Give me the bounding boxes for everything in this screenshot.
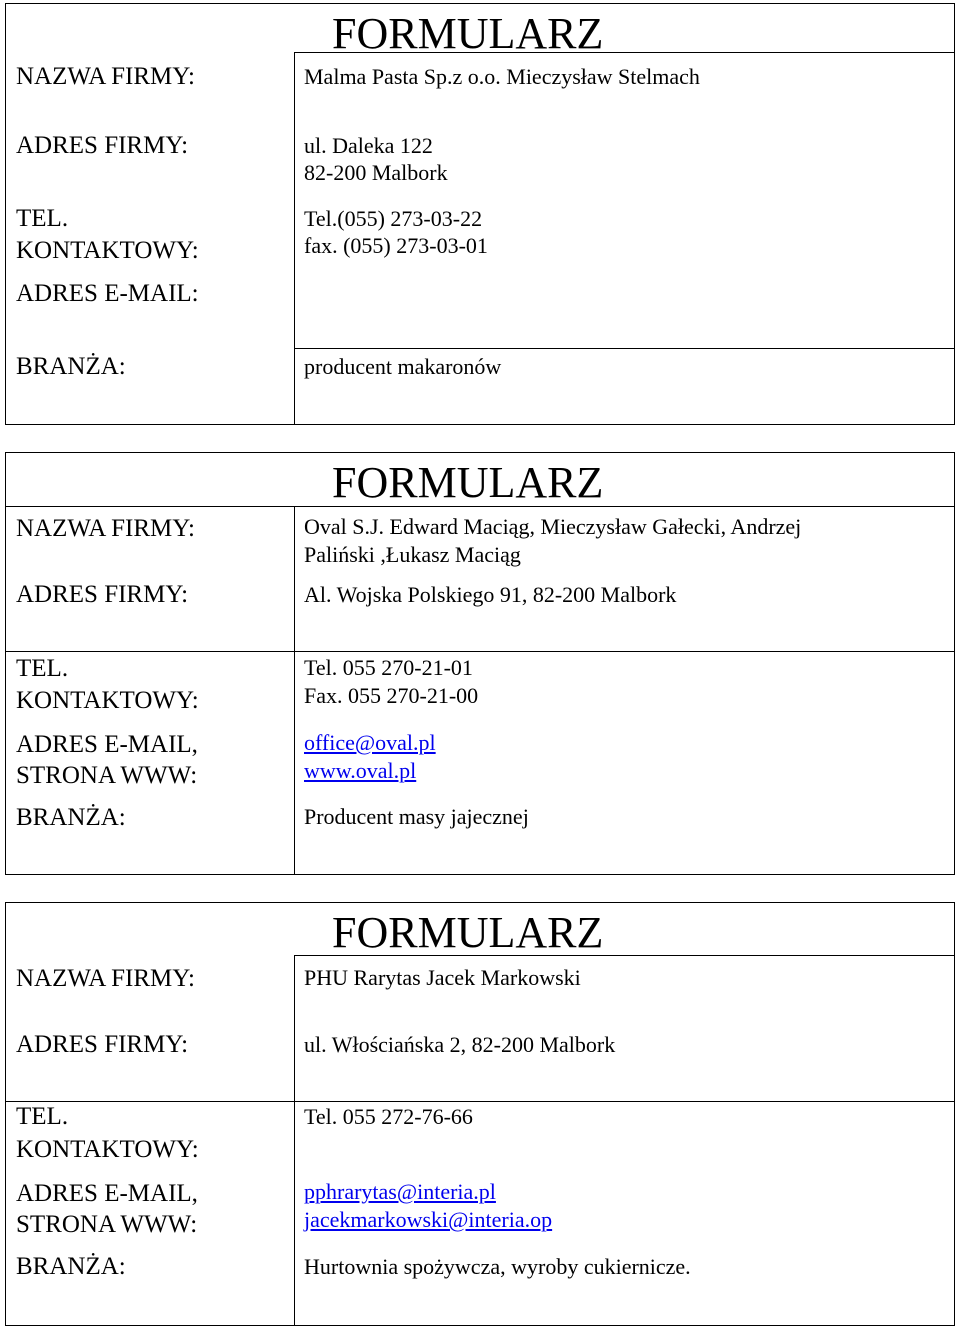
label-company-name: NAZWA FIRMY: [16,63,195,90]
label-email-line2: STRONA WWW: [16,1211,198,1238]
value-industry: producent makaronów [304,354,502,379]
label-industry: BRANŻA: [16,1253,126,1280]
value-company-address: Al. Wojska Polskiego 91, 82-200 Malbork [304,582,677,607]
row-divider [6,1101,954,1102]
value-phone: Tel. 055 272-76-66 [304,1104,473,1129]
website-link-text[interactable]: www.oval.pl [304,758,417,783]
value-fax: Fax. 055 270-21-00 [304,683,479,708]
email-link-2[interactable] [304,1206,552,1233]
label-phone-line2: KONTAKTOWY: [16,687,199,714]
label-company-address: ADRES FIRMY: [16,132,189,159]
column-divider [294,506,295,874]
value-company-name: Malma Pasta Sp.z o.o. Mieczysław Stelmach [304,64,700,89]
email-link-2-text[interactable]: jacekmarkowski@interia.op [304,1207,553,1232]
column-divider [294,52,295,424]
label-phone-line1: TEL. [16,1103,69,1130]
value-fax: fax. (055) 273-03-01 [304,233,488,258]
label-industry: BRANŻA: [16,804,126,831]
label-email-line2: STRONA WWW: [16,762,198,789]
form-title: FORMULARZ [332,908,604,957]
value-company-name: PHU Rarytas Jacek Markowski [304,965,581,990]
column-divider [294,955,295,1325]
label-phone-line2: KONTAKTOWY: [16,237,199,264]
value-phone: Tel. 055 270-21-01 [304,655,473,680]
label-email-line1: ADRES E-MAIL, [16,731,198,758]
value-phone: Tel.(055) 273-03-22 [304,206,483,231]
label-industry: BRANŻA: [16,353,126,380]
value-company-address-line1: ul. Daleka 122 [304,133,433,158]
label-email-line1: ADRES E-MAIL, [16,1180,198,1207]
value-company-address: ul. Włościańska 2, 82-200 Malbork [304,1032,616,1057]
form-title: FORMULARZ [332,9,604,58]
email-link[interactable] [304,729,436,756]
form-1 [5,3,955,425]
email-link-text[interactable]: office@oval.pl [304,730,436,755]
value-company-address-line2: 82-200 Malbork [304,160,448,185]
value-industry: Producent masy jajecznej [304,804,529,829]
row-divider [294,348,954,349]
label-company-name: NAZWA FIRMY: [16,965,195,992]
website-link[interactable] [304,757,416,784]
form-3 [5,902,955,1326]
email-link-1[interactable] [304,1178,496,1205]
label-phone-line1: TEL. [16,655,69,682]
label-phone-line2: KONTAKTOWY: [16,1136,199,1163]
value-industry: Hurtownia spożywcza, wyroby cukiernicze. [304,1254,691,1279]
label-company-address: ADRES FIRMY: [16,1031,189,1058]
value-company-name-line2: Paliński ,Łukasz Maciąg [304,542,521,567]
label-company-address: ADRES FIRMY: [16,581,189,608]
row-divider [6,651,954,652]
label-email: ADRES E-MAIL: [16,280,199,307]
label-phone-line1: TEL. [16,205,69,232]
form-title: FORMULARZ [332,458,604,507]
form-2 [5,452,955,875]
label-company-name: NAZWA FIRMY: [16,515,195,542]
value-company-name-line1: Oval S.J. Edward Maciąg, Mieczysław Gałecki, Andrzej [304,514,802,539]
email-link-1-text[interactable]: pphrarytas@interia.pl [304,1179,496,1204]
